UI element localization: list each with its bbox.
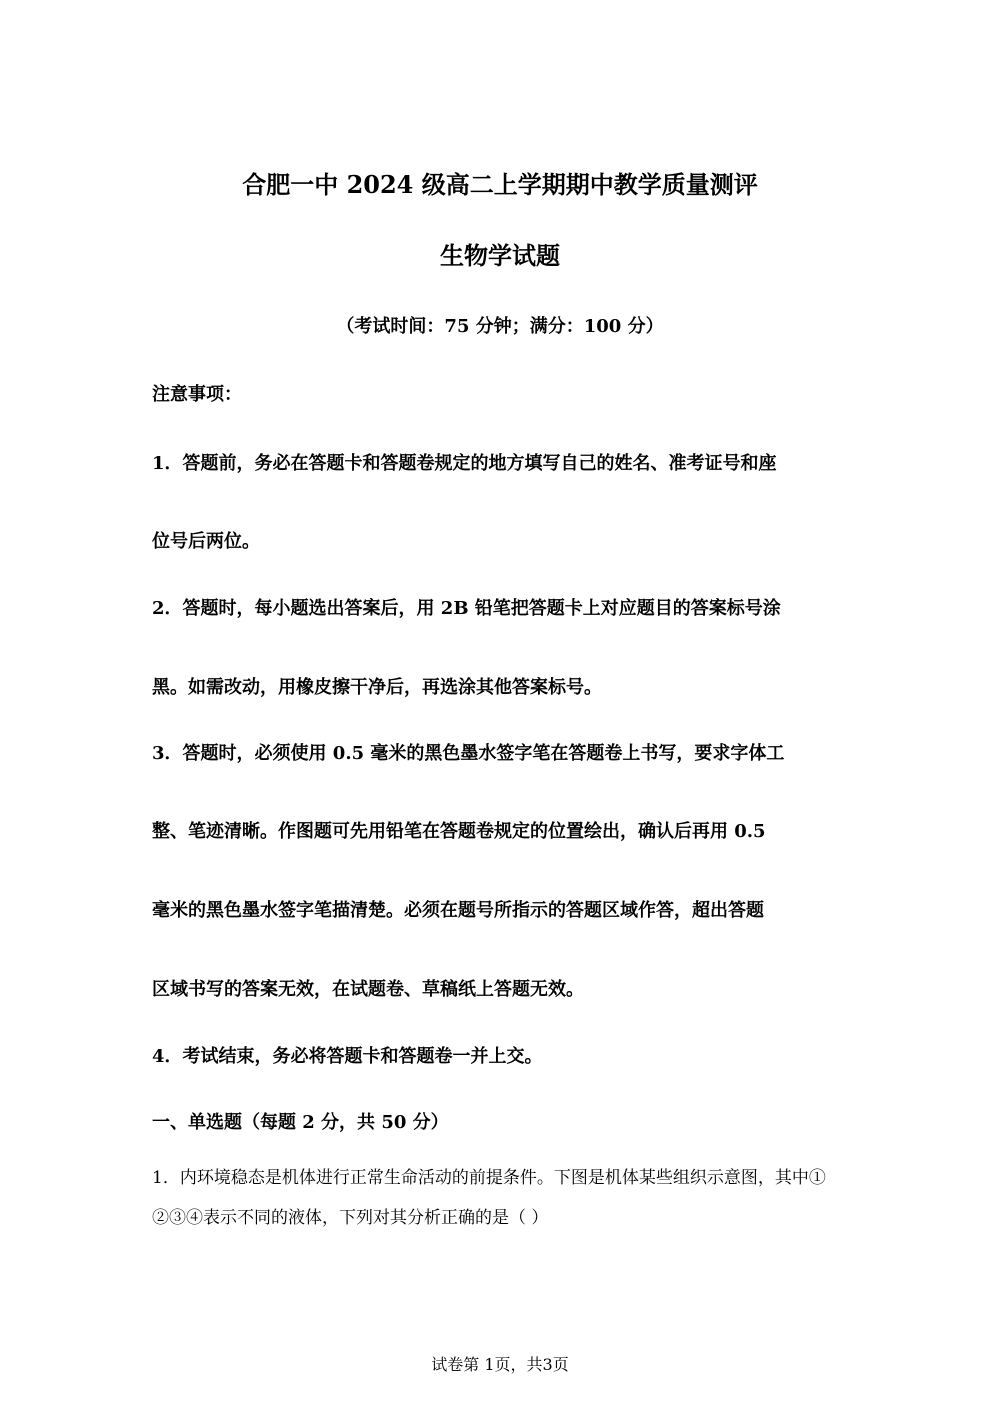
notice-line: 4．考试结束，务必将答题卡和答题卷一并上交。 bbox=[152, 1046, 543, 1067]
notice-line: 2．答题时，每小题选出答案后，用 2B 铅笔把答题卡上对应题目的答案标号涂 bbox=[152, 598, 781, 619]
notice-line: 位号后两位。 bbox=[152, 531, 260, 552]
notice-line: 1．答题前，务必在答题卡和答题卷规定的地方填写自己的姓名、准考证号和座 bbox=[152, 453, 777, 474]
notice-line: 黑。如需改动，用橡皮擦干净后，再选涂其他答案标号。 bbox=[152, 677, 602, 698]
notice-line: 毫米的黑色墨水签字笔描清楚。必须在题号所指示的答题区域作答，超出答题 bbox=[152, 900, 764, 921]
page-footer: 试卷第 1页，共3页 bbox=[431, 1355, 569, 1374]
notice-line: 区域书写的答案无效，在试题卷、草稿纸上答题无效。 bbox=[152, 979, 584, 1000]
notice-line: 整、笔迹清晰。作图题可先用铅笔在答题卷规定的位置绘出，确认后再用 0.5 bbox=[152, 821, 766, 842]
subject-title: 生物学试题 bbox=[440, 241, 560, 270]
question-1-text: ②③④表示不同的液体，下列对其分析正确的是（ ） bbox=[152, 1208, 549, 1228]
notice-line: 3．答题时，必须使用 0.5 毫米的黑色墨水签字笔在答题卷上书写，要求字体工 bbox=[152, 743, 785, 764]
section-heading: 一、单选题（每题 2 分，共 50 分） bbox=[152, 1112, 449, 1133]
question-1-text: 1．内环境稳态是机体进行正常生命活动的前提条件。下图是机体某些组织示意图，其中① bbox=[152, 1168, 826, 1188]
exam-time-score: （考试时间：75 分钟；满分：100 分） bbox=[336, 316, 664, 337]
exam-title: 合肥一中 2024 级高二上学期期中教学质量测评 bbox=[242, 170, 758, 199]
notice-heading: 注意事项： bbox=[152, 384, 242, 405]
